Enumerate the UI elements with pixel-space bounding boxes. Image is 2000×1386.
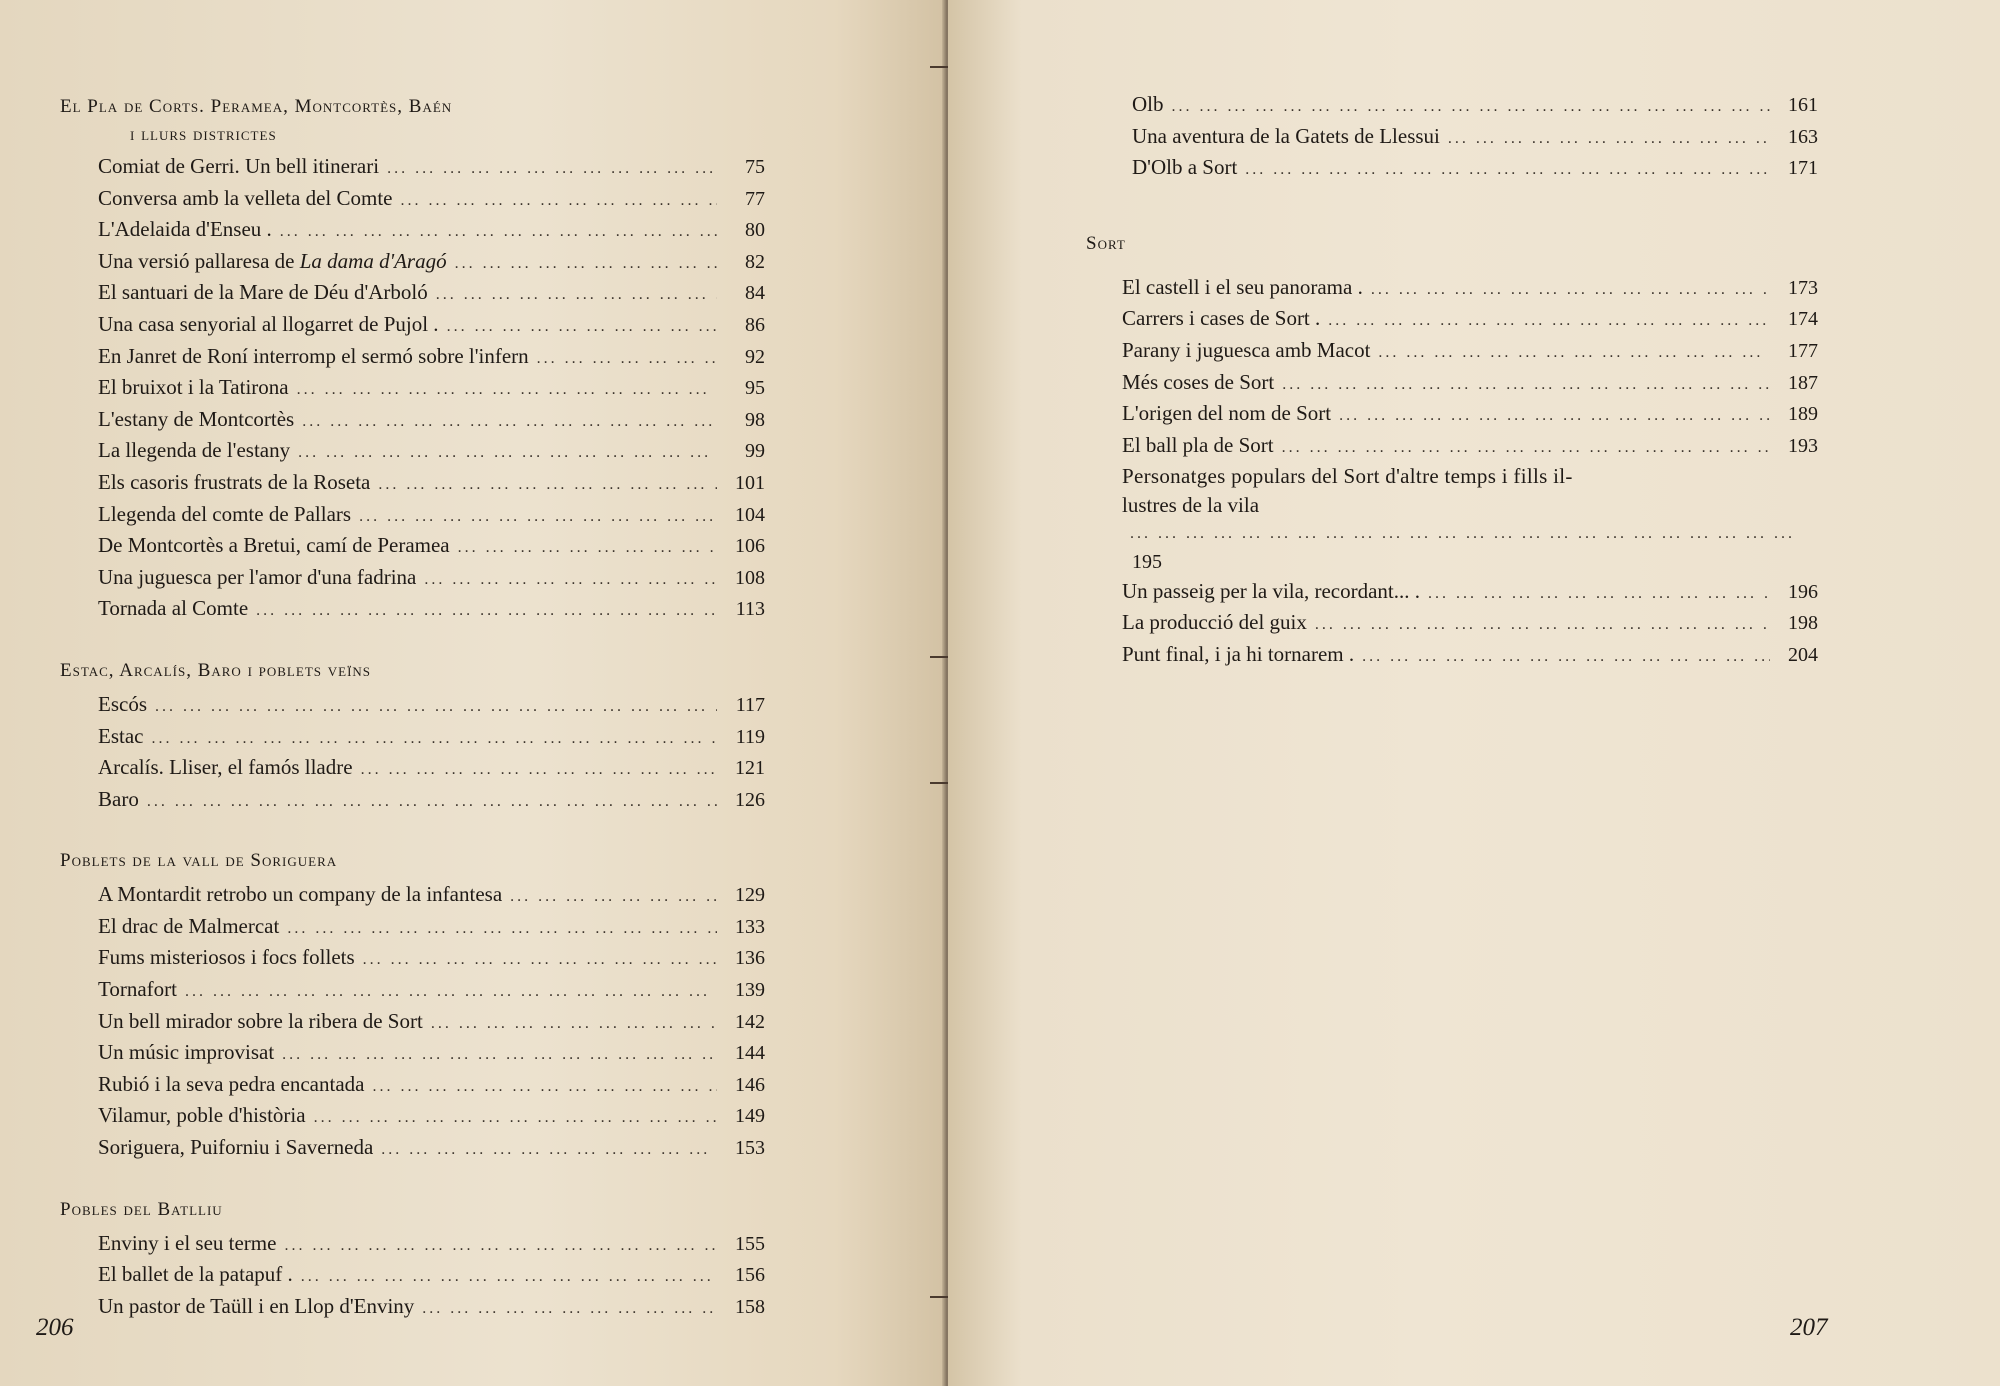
dot-leader xyxy=(1282,434,1770,463)
section-title-text: El Pla de Corts. Peramea, Montcortès, Baén xyxy=(60,96,453,117)
dot-leader xyxy=(1172,93,1771,122)
dot-leader xyxy=(537,345,717,374)
entry-page: 163 xyxy=(1788,125,1818,148)
entry-page: 101 xyxy=(735,471,765,494)
entry-label: Punt final, i ja hi tornarem . xyxy=(1122,641,1355,666)
entry-page: 155 xyxy=(735,1232,765,1255)
entry-label: Més coses de Sort xyxy=(1122,369,1275,394)
entry-page: 108 xyxy=(735,566,765,589)
entry-label: D'Olb a Sort xyxy=(1132,155,1238,180)
dot-leader xyxy=(1282,371,1770,400)
entry-label: Un pastor de Taüll i en Llop d'Enviny xyxy=(98,1293,415,1318)
entry-label: El bruixot i la Tatirona xyxy=(98,375,289,400)
toc-entry[interactable] xyxy=(1122,273,1818,305)
entry-page: 82 xyxy=(745,250,765,273)
entry-page: 174 xyxy=(1788,308,1818,331)
entry-label: El ballet de la patapuf . xyxy=(98,1262,293,1287)
section-title xyxy=(60,92,765,148)
section-title: Pobles del Batlliu xyxy=(60,1198,223,1220)
toc-entry[interactable] xyxy=(98,373,765,405)
toc-entry[interactable] xyxy=(98,912,765,944)
toc-entry[interactable] xyxy=(98,1038,765,1070)
entry-label: Conversa amb la velleta del Comte xyxy=(98,185,393,210)
dot-leader xyxy=(298,439,717,468)
dot-leader xyxy=(256,597,717,626)
entry-label: L'origen del nom de Sort xyxy=(1122,401,1332,426)
entry-page: 106 xyxy=(735,535,765,558)
entry-label: El ball pla de Sort xyxy=(1122,432,1274,457)
toc-entry[interactable] xyxy=(98,594,765,626)
entry-label: Llegenda del comte de Pallars xyxy=(98,501,352,526)
entry-label: Enviny i el seu terme xyxy=(98,1230,277,1255)
toc-entry[interactable] xyxy=(98,1260,765,1292)
toc-entry[interactable] xyxy=(1122,304,1818,336)
entry-page: 75 xyxy=(745,156,765,178)
toc-entries xyxy=(60,152,765,626)
dot-leader xyxy=(280,218,717,247)
entry-page: 95 xyxy=(745,377,765,400)
toc-entries xyxy=(60,690,765,816)
toc-entries xyxy=(60,1229,765,1324)
toc-entry[interactable] xyxy=(98,785,765,817)
entry-page: 149 xyxy=(735,1105,765,1128)
entry-label: En Janret de Roní interromp el sermó sobre l'infern xyxy=(98,343,529,368)
entry-page: 158 xyxy=(735,1295,765,1318)
left-page xyxy=(0,0,948,1386)
dot-leader xyxy=(1245,156,1770,185)
toc-entry[interactable] xyxy=(98,1007,765,1039)
entry-page: 92 xyxy=(745,345,765,368)
dot-leader xyxy=(297,376,717,405)
entry-label: Un bell mirador sobre la ribera de Sort xyxy=(98,1008,423,1033)
entry-page: 161 xyxy=(1788,94,1818,116)
dot-leader xyxy=(510,883,717,912)
dot-leader xyxy=(361,756,717,785)
toc-entry[interactable] xyxy=(1132,153,1818,185)
section-title: Sort xyxy=(1086,232,1126,254)
entry-label: Parany i juguesca amb Macot xyxy=(1122,337,1371,362)
entry-label: Vilamur, poble d'història xyxy=(98,1103,306,1128)
toc-entry[interactable] xyxy=(98,1292,765,1324)
entry-label: El castell i el seu panorama . xyxy=(1122,274,1363,299)
entry-label: Un músic improvisat xyxy=(98,1040,275,1065)
entry-label-pre: Una versió pallaresa de xyxy=(98,248,300,273)
toc-entry[interactable] xyxy=(1132,122,1818,154)
toc-entry[interactable] xyxy=(98,436,765,468)
dot-leader xyxy=(422,1295,717,1324)
toc-entry[interactable] xyxy=(98,1070,765,1102)
dot-leader xyxy=(284,1232,717,1261)
toc-entry[interactable] xyxy=(98,342,765,374)
dot-leader xyxy=(1428,580,1770,609)
entry-page: 80 xyxy=(745,219,765,242)
entry-page: 189 xyxy=(1788,403,1818,426)
entry-label: Comiat de Gerri. Un bell itinerari xyxy=(98,154,380,178)
entry-page: 196 xyxy=(1788,580,1818,603)
toc-entries xyxy=(60,880,765,1164)
entry-page: 84 xyxy=(745,282,765,305)
dot-leader xyxy=(1130,520,1810,549)
dot-leader xyxy=(431,1010,717,1039)
entry-label: Un passeig per la vila, recordant... . xyxy=(1122,578,1420,603)
dot-leader xyxy=(401,187,718,216)
entry-label: Rubió i la seva pedra encantada xyxy=(98,1071,365,1096)
toc-entry[interactable] xyxy=(98,152,765,184)
toc-entry[interactable] xyxy=(98,1133,765,1165)
entry-page: 139 xyxy=(735,979,765,1002)
entry-label: Escós xyxy=(98,691,147,716)
dot-leader xyxy=(314,1104,717,1133)
toc-section-continued xyxy=(1122,90,1818,185)
entry-page: 173 xyxy=(1788,276,1818,299)
entry-page: 146 xyxy=(735,1073,765,1096)
entry-page: 204 xyxy=(1788,643,1818,666)
entry-label: Tornafort xyxy=(98,977,177,1002)
entry-page: 86 xyxy=(745,313,765,336)
dot-leader xyxy=(387,155,717,184)
entry-label: Soriguera, Puiforniu i Saverneda xyxy=(98,1135,374,1160)
dot-leader xyxy=(1371,276,1770,305)
entry-label xyxy=(98,247,447,276)
dot-leader xyxy=(301,1263,717,1292)
toc-entry[interactable] xyxy=(98,184,765,216)
entry-page: 126 xyxy=(735,788,765,811)
toc-section xyxy=(60,1195,765,1324)
entry-label: Tornada al Comte xyxy=(98,596,249,621)
page-number: 206 xyxy=(36,1314,74,1341)
dot-leader xyxy=(1448,125,1770,154)
toc-entry[interactable] xyxy=(98,247,765,279)
entry-page: 117 xyxy=(735,693,765,716)
entry-label: Estac xyxy=(98,723,144,748)
entry-page: 195 xyxy=(1132,551,1162,574)
entry-page: 144 xyxy=(735,1042,765,1065)
dot-leader xyxy=(372,1073,717,1102)
entry-page: 171 xyxy=(1788,157,1818,180)
toc-entry[interactable] xyxy=(98,500,765,532)
dot-leader xyxy=(302,408,717,437)
entry-page: 142 xyxy=(735,1010,765,1033)
entry-page: 129 xyxy=(735,884,765,907)
toc-entry[interactable] xyxy=(98,880,765,912)
entry-page: 119 xyxy=(735,725,765,748)
dot-leader xyxy=(1362,643,1770,672)
toc-entry[interactable] xyxy=(98,531,765,563)
entry-page: 113 xyxy=(735,598,765,621)
toc-entry[interactable] xyxy=(98,405,765,437)
entry-page: 153 xyxy=(735,1137,765,1160)
section-title: Estac, Arcalís, Baro i poblets veïns xyxy=(60,659,372,681)
entry-label-italic: La dama d'Aragó xyxy=(299,248,447,273)
entry-label: Arcalís. Lliser, el famós lladre xyxy=(98,755,353,780)
toc-section xyxy=(60,846,765,1164)
entry-label: La llegenda de l'estany xyxy=(98,438,291,463)
entry-label: Una casa senyorial al llogarret de Pujol . xyxy=(98,311,439,336)
dot-leader xyxy=(378,471,717,500)
dot-leader xyxy=(282,1041,717,1070)
entry-label-line2: lustres de la vila xyxy=(1122,492,1260,517)
entry-page: 104 xyxy=(735,503,765,526)
dot-leader xyxy=(359,503,717,532)
toc-entry[interactable] xyxy=(1122,399,1818,431)
entry-page: 193 xyxy=(1788,434,1818,457)
dot-leader xyxy=(363,946,717,975)
entry-label: El drac de Malmercat xyxy=(98,913,280,938)
toc-entry[interactable] xyxy=(98,468,765,500)
toc-entry[interactable] xyxy=(98,943,765,975)
entry-label: Una aventura de la Gatets de Llessui xyxy=(1132,123,1440,148)
dot-leader xyxy=(185,978,717,1007)
entry-label: Olb xyxy=(1132,92,1164,116)
toc-entry[interactable] xyxy=(98,753,765,785)
dot-leader xyxy=(147,788,717,817)
dot-leader xyxy=(458,534,717,563)
toc-entry[interactable] xyxy=(98,975,765,1007)
entry-label-line1: Personatges populars del Sort d'altre temps i fills il- xyxy=(1122,464,1573,489)
entry-label: Els casoris frustrats de la Roseta xyxy=(98,469,371,494)
toc-entry[interactable] xyxy=(98,563,765,595)
entry-page: 156 xyxy=(735,1264,765,1287)
entry-page: 177 xyxy=(1788,339,1818,362)
entry-label: Fums misteriosos i focs follets xyxy=(98,945,355,970)
toc-entry[interactable] xyxy=(98,722,765,754)
entry-label: Carrers i cases de Sort . xyxy=(1122,306,1321,331)
entry-label: De Montcortès a Bretui, camí de Peramea xyxy=(98,533,450,558)
entry-page: 99 xyxy=(745,440,765,463)
dot-leader xyxy=(447,313,717,342)
toc-entry[interactable] xyxy=(1122,336,1818,368)
left-toc xyxy=(60,92,765,1353)
dot-leader xyxy=(1328,307,1770,336)
dot-leader xyxy=(381,1136,717,1165)
dot-leader xyxy=(151,725,717,754)
entry-page: 136 xyxy=(735,947,765,970)
toc-entry[interactable] xyxy=(98,690,765,722)
entry-label: L'Adelaida d'Enseu . xyxy=(98,217,272,242)
entry-label: A Montardit retrobo un company de la infantesa xyxy=(98,882,503,907)
toc-entry[interactable] xyxy=(98,278,765,310)
dot-leader xyxy=(1378,339,1770,368)
dot-leader xyxy=(287,915,717,944)
right-page xyxy=(948,0,2000,1386)
toc-section xyxy=(60,92,765,626)
entry-page: 77 xyxy=(745,187,765,210)
dot-leader xyxy=(424,566,717,595)
dot-leader xyxy=(455,250,717,279)
entry-page: 98 xyxy=(745,408,765,431)
right-toc xyxy=(1086,90,1818,702)
entry-label: El santuari de la Mare de Déu d'Arboló xyxy=(98,280,428,305)
entry-page: 187 xyxy=(1788,371,1818,394)
toc-entry[interactable] xyxy=(1122,577,1818,609)
toc-section xyxy=(1086,229,1818,672)
toc-entry[interactable] xyxy=(1122,640,1818,672)
toc-entry[interactable] xyxy=(98,310,765,342)
entry-label: L'estany de Montcortès xyxy=(98,406,295,431)
toc-section xyxy=(60,656,765,816)
toc-entry[interactable] xyxy=(98,215,765,247)
dot-leader xyxy=(436,281,717,310)
dot-leader xyxy=(1315,611,1770,640)
entry-page: 133 xyxy=(735,915,765,938)
entry-label: Baro xyxy=(98,786,139,811)
toc-entry[interactable] xyxy=(1122,462,1818,576)
toc-entry[interactable] xyxy=(1132,90,1818,122)
toc-entry[interactable] xyxy=(1122,608,1818,640)
entry-label: La producció del guix xyxy=(1122,610,1307,635)
dot-leader xyxy=(155,693,717,722)
entry-label: Una juguesca per l'amor d'una fadrina xyxy=(98,564,417,589)
toc-entries xyxy=(1122,273,1818,672)
toc-entry[interactable] xyxy=(98,1229,765,1261)
entry-page: 198 xyxy=(1788,612,1818,635)
page-number: 207 xyxy=(1790,1314,1828,1341)
toc-entry[interactable] xyxy=(98,1101,765,1133)
section-title: Poblets de la vall de Soriguera xyxy=(60,850,338,872)
dot-leader xyxy=(1339,402,1770,431)
toc-entries xyxy=(1122,90,1818,185)
toc-entry[interactable] xyxy=(1122,431,1818,463)
section-subtitle: i llurs districtes xyxy=(130,124,277,145)
entry-page: 121 xyxy=(735,757,765,780)
toc-entry[interactable] xyxy=(1122,368,1818,400)
